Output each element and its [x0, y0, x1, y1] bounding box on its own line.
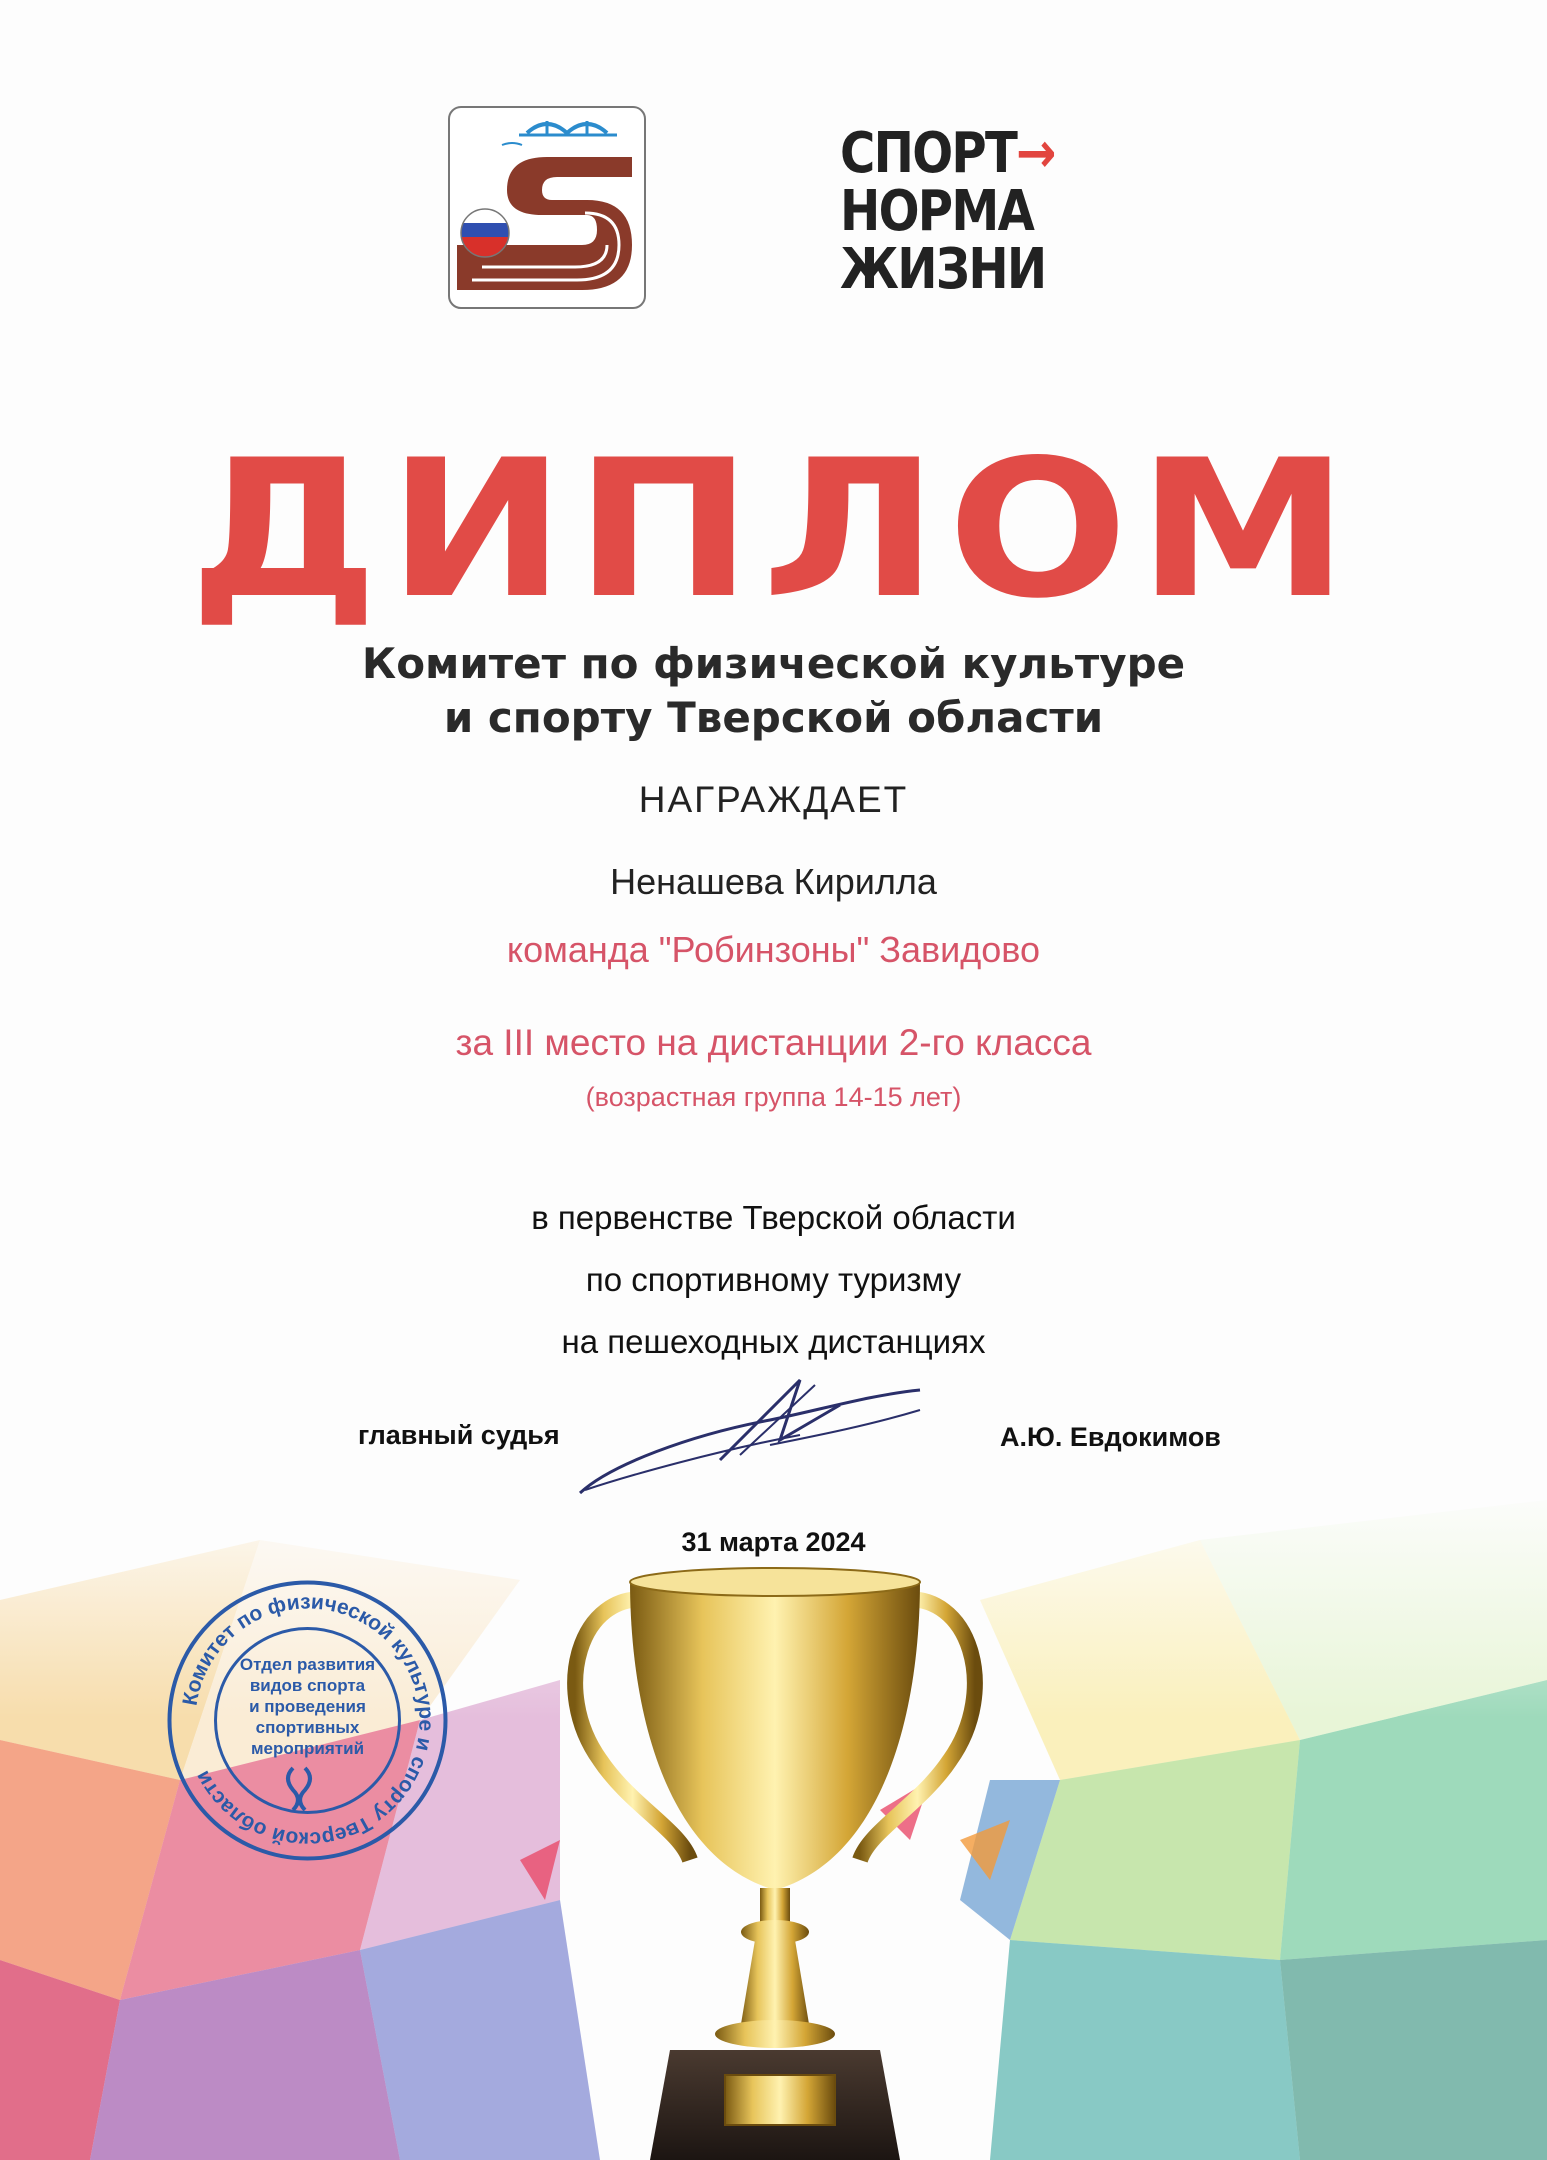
awards-label: НАГРАЖДАЕТ — [638, 779, 909, 820]
committee-logo — [447, 105, 647, 310]
recipient-name: Ненашева Кирилла — [610, 861, 937, 902]
organization-line-2: и спорту Тверской области — [443, 693, 1104, 742]
judge-name: А.Ю. Евдокимов — [1000, 1422, 1221, 1452]
judge-label: главный судья — [358, 1420, 560, 1450]
stamp-line-5: мероприятий — [250, 1739, 365, 1758]
trophy-cup-icon — [560, 1560, 990, 2160]
slogan-line-2: НОРМА — [840, 179, 1034, 244]
slogan-line-3: ЖИЗНИ — [840, 237, 1046, 302]
official-stamp — [165, 1578, 450, 1863]
age-group: (возрастная группа 14-15 лет) — [585, 1082, 962, 1112]
achievement: за III место на дистанции 2-го класса — [455, 1022, 1092, 1063]
arrow-right-icon: → — [1016, 121, 1055, 186]
stamp-line-4: спортивных — [255, 1718, 360, 1737]
stamp-line-3: и проведения — [249, 1697, 366, 1716]
stamp-ring-text: Комитет по физической культуре и спорту Тверской области — [178, 1590, 438, 1851]
slogan-line-1: СПОРТ→ — [840, 121, 1055, 186]
event-line-1: в первенстве Тверской области — [531, 1199, 1016, 1236]
team-name: команда "Робинзоны" Завидово — [506, 929, 1041, 970]
event-line-3: на пешеходных дистанциях — [561, 1323, 986, 1360]
judge-signature — [570, 1365, 930, 1500]
event-line-2: по спортивному туризму — [585, 1261, 962, 1298]
award-date: 31 марта 2024 — [681, 1527, 866, 1557]
organization-line-1: Комитет по физической культуре — [361, 639, 1186, 688]
slogan-logo — [840, 121, 1080, 302]
diploma-title: ДИПЛОМ — [189, 419, 1358, 640]
stamp-line-2: видов спорта — [249, 1676, 366, 1695]
stamp-line-1: Отдел развития — [239, 1655, 376, 1674]
